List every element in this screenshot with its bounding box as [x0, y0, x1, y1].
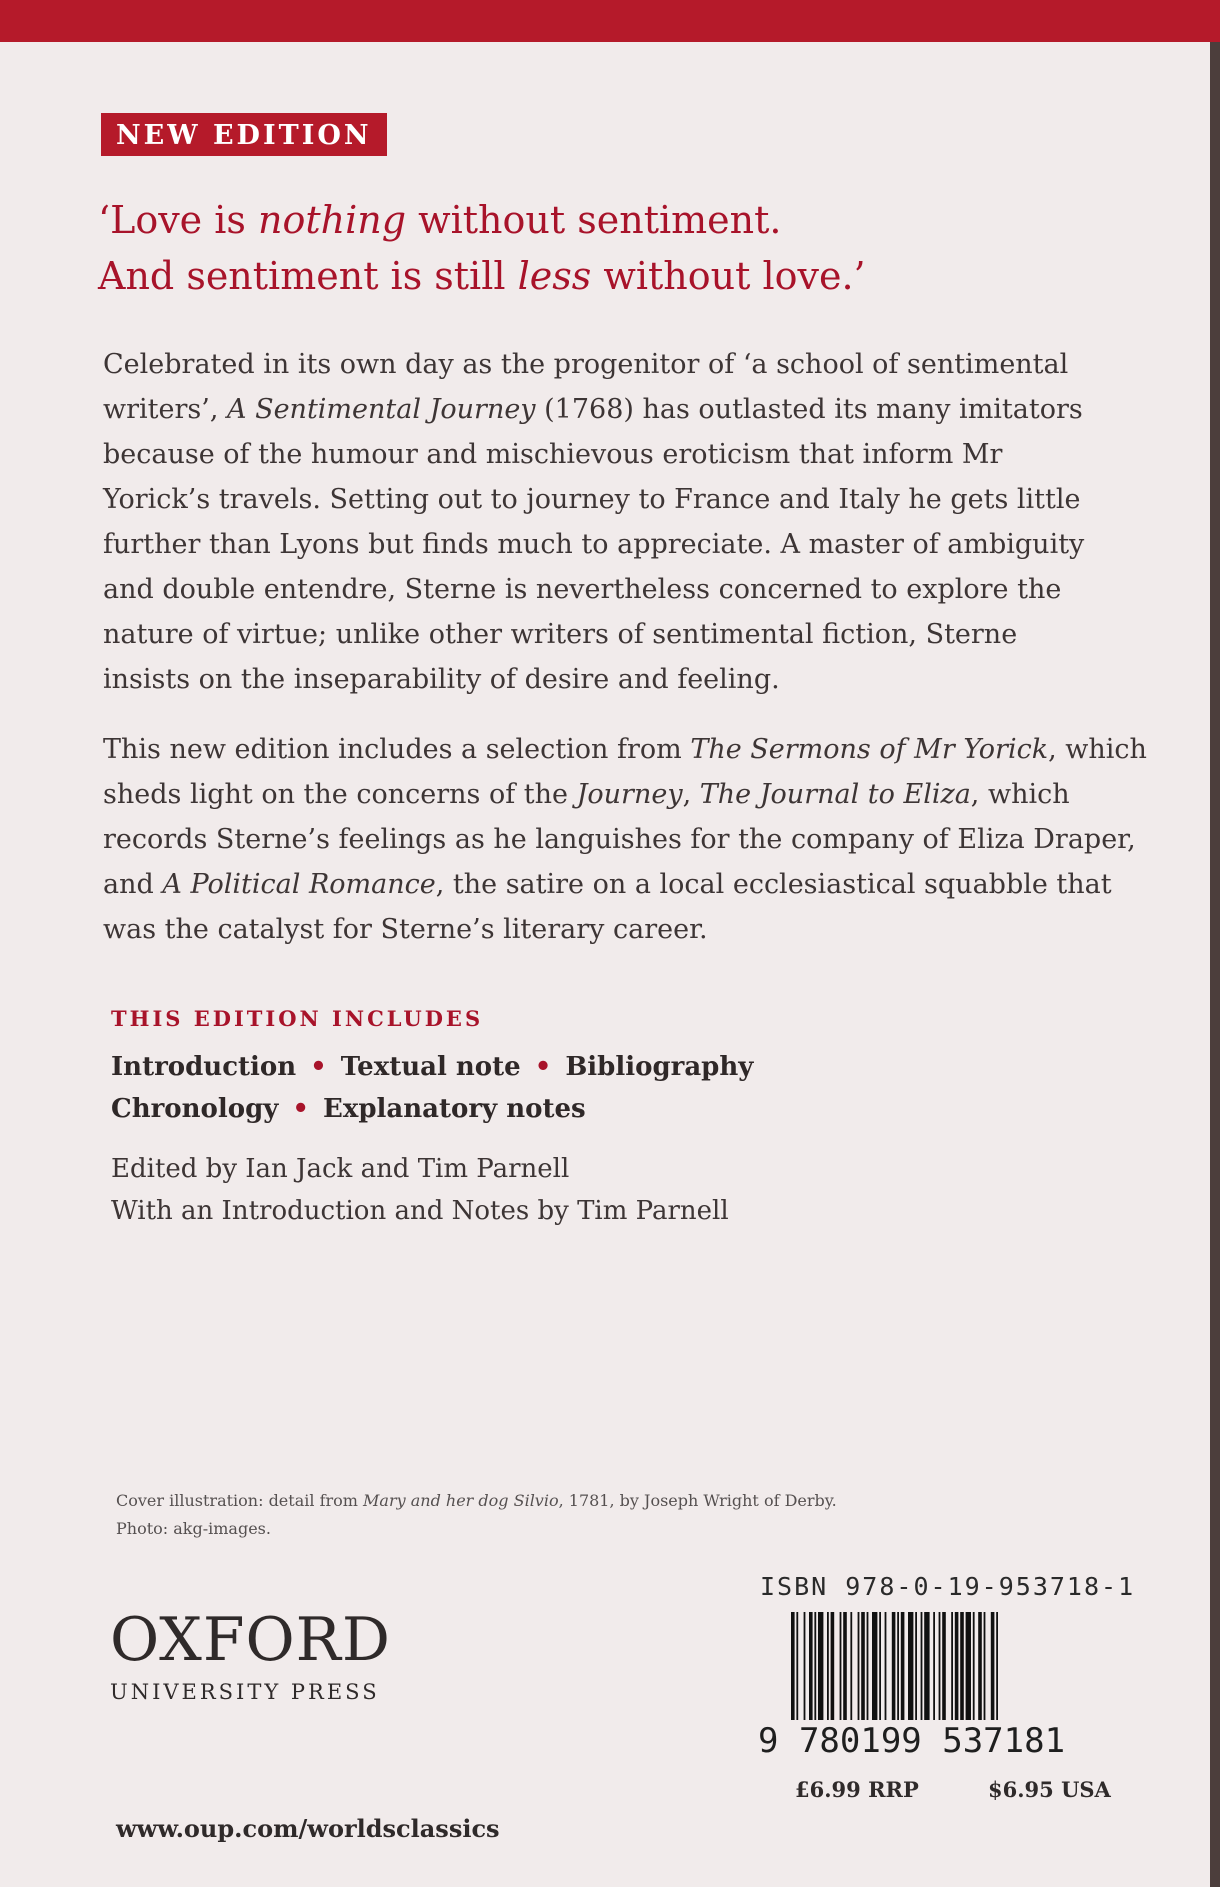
description-paragraph-2 — [103, 727, 1183, 952]
features-row — [111, 1088, 753, 1130]
italic-text-run: less — [517, 254, 592, 298]
publisher-subtitle: UNIVERSITY PRESS — [110, 1680, 380, 1704]
barcode-bar — [984, 1612, 986, 1720]
isbn-number: ISBN 978-0-19-953718-1 — [760, 1572, 1136, 1601]
italic-text-run: A Political Romance — [162, 869, 436, 900]
barcode-bar — [966, 1612, 971, 1720]
price-uk: £6.99 RRP — [795, 1777, 919, 1802]
text-run: This new edition includes a selection from — [103, 734, 691, 765]
text-run: , which — [970, 779, 1070, 810]
barcode-bar — [921, 1612, 923, 1720]
barcode-bar — [831, 1612, 835, 1720]
paragraph-line — [103, 862, 1183, 907]
paragraph-line — [103, 612, 1183, 657]
illustration-credit-line — [116, 1487, 837, 1515]
barcode-icon — [791, 1612, 1097, 1720]
barcode-bar — [951, 1612, 953, 1720]
text-run: further than Lyons but finds much to appreciate. A master of ambiguity — [103, 529, 1085, 560]
quote-line-1 — [98, 192, 1158, 248]
feature-item: Explanatory notes — [323, 1094, 586, 1124]
back-cover — [0, 42, 1210, 1887]
italic-text-run: nothing — [257, 198, 407, 242]
feature-item: Introduction — [111, 1052, 297, 1082]
bullet-icon: • — [534, 1052, 552, 1082]
barcode-bar — [818, 1612, 823, 1720]
paragraph-line — [103, 522, 1183, 567]
barcode-bar — [867, 1612, 869, 1720]
paragraph-line — [103, 432, 1183, 477]
paragraph-line — [103, 657, 1183, 702]
text-run: sheds light on the concerns of the — [103, 779, 577, 810]
barcode-bar — [850, 1612, 852, 1720]
barcode-bar — [879, 1612, 881, 1720]
text-run: (1768) has outlasted its many imitators — [535, 394, 1083, 425]
paragraph-line — [103, 477, 1183, 522]
barcode-bar — [791, 1612, 795, 1720]
barcode-bar — [978, 1612, 982, 1720]
price-us: $6.95 USA — [988, 1777, 1111, 1802]
paragraph-line — [103, 907, 1183, 952]
barcode-bar — [872, 1612, 877, 1720]
text-run: , 1781, by Joseph Wright of Derby. — [558, 1491, 837, 1510]
publisher-url: www.oup.com/worldsclassics — [116, 1814, 500, 1843]
editors-line: Edited by Ian Jack and Tim Parnell — [111, 1154, 570, 1184]
text-run: , the satire on a local ecclesiastical squabble that — [435, 869, 1112, 900]
text-run: was the catalyst for Sterne’s literary career. — [103, 914, 708, 945]
photo-credit-line: Photo: akg-images. — [116, 1519, 271, 1538]
barcode-bar — [840, 1612, 842, 1720]
barcode-bar — [973, 1612, 975, 1720]
text-run: And sentiment is still — [98, 254, 518, 298]
text-run: ‘Love is — [98, 198, 258, 242]
paragraph-line — [103, 342, 1183, 387]
barcode-bar — [843, 1612, 847, 1720]
barcode-bar — [915, 1612, 917, 1720]
bullet-icon: • — [310, 1052, 327, 1082]
text-run: , — [682, 779, 700, 810]
barcode-bar — [796, 1612, 798, 1720]
quote-line-2 — [98, 248, 1158, 304]
paragraph-line — [103, 567, 1183, 612]
barcode-bar — [858, 1612, 860, 1720]
paragraph-line — [103, 772, 1183, 817]
barcode-bar — [861, 1612, 865, 1720]
paragraph-line — [103, 817, 1183, 862]
text-run: without love.’ — [591, 254, 866, 298]
feature-item: Bibliography — [565, 1052, 754, 1082]
barcode-bar — [892, 1612, 896, 1720]
italic-text-run: A Sentimental Journey — [227, 394, 536, 425]
text-run: nature of virtue; unlike other writers of sentimental fiction, Sterne — [103, 619, 1018, 650]
italic-text-run: The Sermons of Mr Yorick — [690, 734, 1049, 765]
barcode-bar — [942, 1612, 946, 1720]
bullet-icon: • — [292, 1094, 310, 1124]
pull-quote — [98, 192, 1158, 304]
italic-text-run: The Journal to Eliza — [699, 779, 971, 810]
text-run: because of the humour and mischievous eroticism that inform Mr — [103, 439, 1003, 470]
text-run: Cover illustration: detail from — [116, 1491, 364, 1510]
italic-text-run: Journey — [576, 779, 683, 810]
text-run: records Sterne’s feelings as he languishes for the company of Eliza Draper, — [103, 824, 1136, 855]
text-run: without sentiment. — [406, 198, 782, 242]
barcode-bar — [901, 1612, 905, 1720]
top-red-band — [0, 0, 1220, 42]
spine-edge — [1210, 42, 1220, 1887]
barcode-bar — [908, 1612, 913, 1720]
introduction-credit-line: With an Introduction and Notes by Tim Parnell — [111, 1196, 729, 1226]
feature-item: Chronology — [111, 1094, 279, 1124]
text-run: insists on the inseparability of desire and feeling. — [103, 664, 780, 695]
paragraph-line — [103, 387, 1183, 432]
oxford-university-press-logo — [110, 1605, 391, 1704]
barcode-bar — [996, 1612, 998, 1720]
edition-features-list — [111, 1046, 753, 1130]
new-edition-badge: NEW EDITION — [101, 113, 387, 156]
feature-item: Textual note — [340, 1052, 521, 1082]
edition-includes-heading: THIS EDITION INCLUDES — [111, 1006, 484, 1031]
barcode-bar — [827, 1612, 829, 1720]
barcode-bar — [933, 1612, 935, 1720]
text-run: and double entendre, Sterne is nevertheless concerned to explore the — [103, 574, 1062, 605]
text-run: Celebrated in its own day as the progenitor of ‘a school of sentimental — [103, 349, 1069, 380]
barcode-bar — [924, 1612, 929, 1720]
barcode-bar — [991, 1612, 995, 1720]
text-run: and — [103, 869, 163, 900]
publisher-name: OXFORD — [110, 1605, 391, 1675]
barcode-bar — [885, 1612, 887, 1720]
features-row — [111, 1046, 753, 1088]
italic-text-run: Mary and her dog Silvio — [363, 1491, 559, 1510]
text-run: , which — [1048, 734, 1147, 765]
barcode-bar — [804, 1612, 806, 1720]
barcode-bar — [939, 1612, 941, 1720]
cover-illustration-credit — [116, 1487, 837, 1543]
text-run: Yorick’s travels. Setting out to journey to France and Italy he gets little — [103, 484, 1081, 515]
barcode-bar — [809, 1612, 813, 1720]
barcode-digits: 9 780199 537181 — [758, 1721, 1066, 1761]
editor-credits — [111, 1148, 729, 1232]
barcode-bar — [960, 1612, 964, 1720]
text-run: writers’, — [103, 394, 227, 425]
barcode-bar — [955, 1612, 959, 1720]
paragraph-line — [103, 727, 1183, 772]
barcode-bar — [814, 1612, 816, 1720]
description-paragraph-1 — [103, 342, 1183, 702]
barcode-bar — [897, 1612, 899, 1720]
